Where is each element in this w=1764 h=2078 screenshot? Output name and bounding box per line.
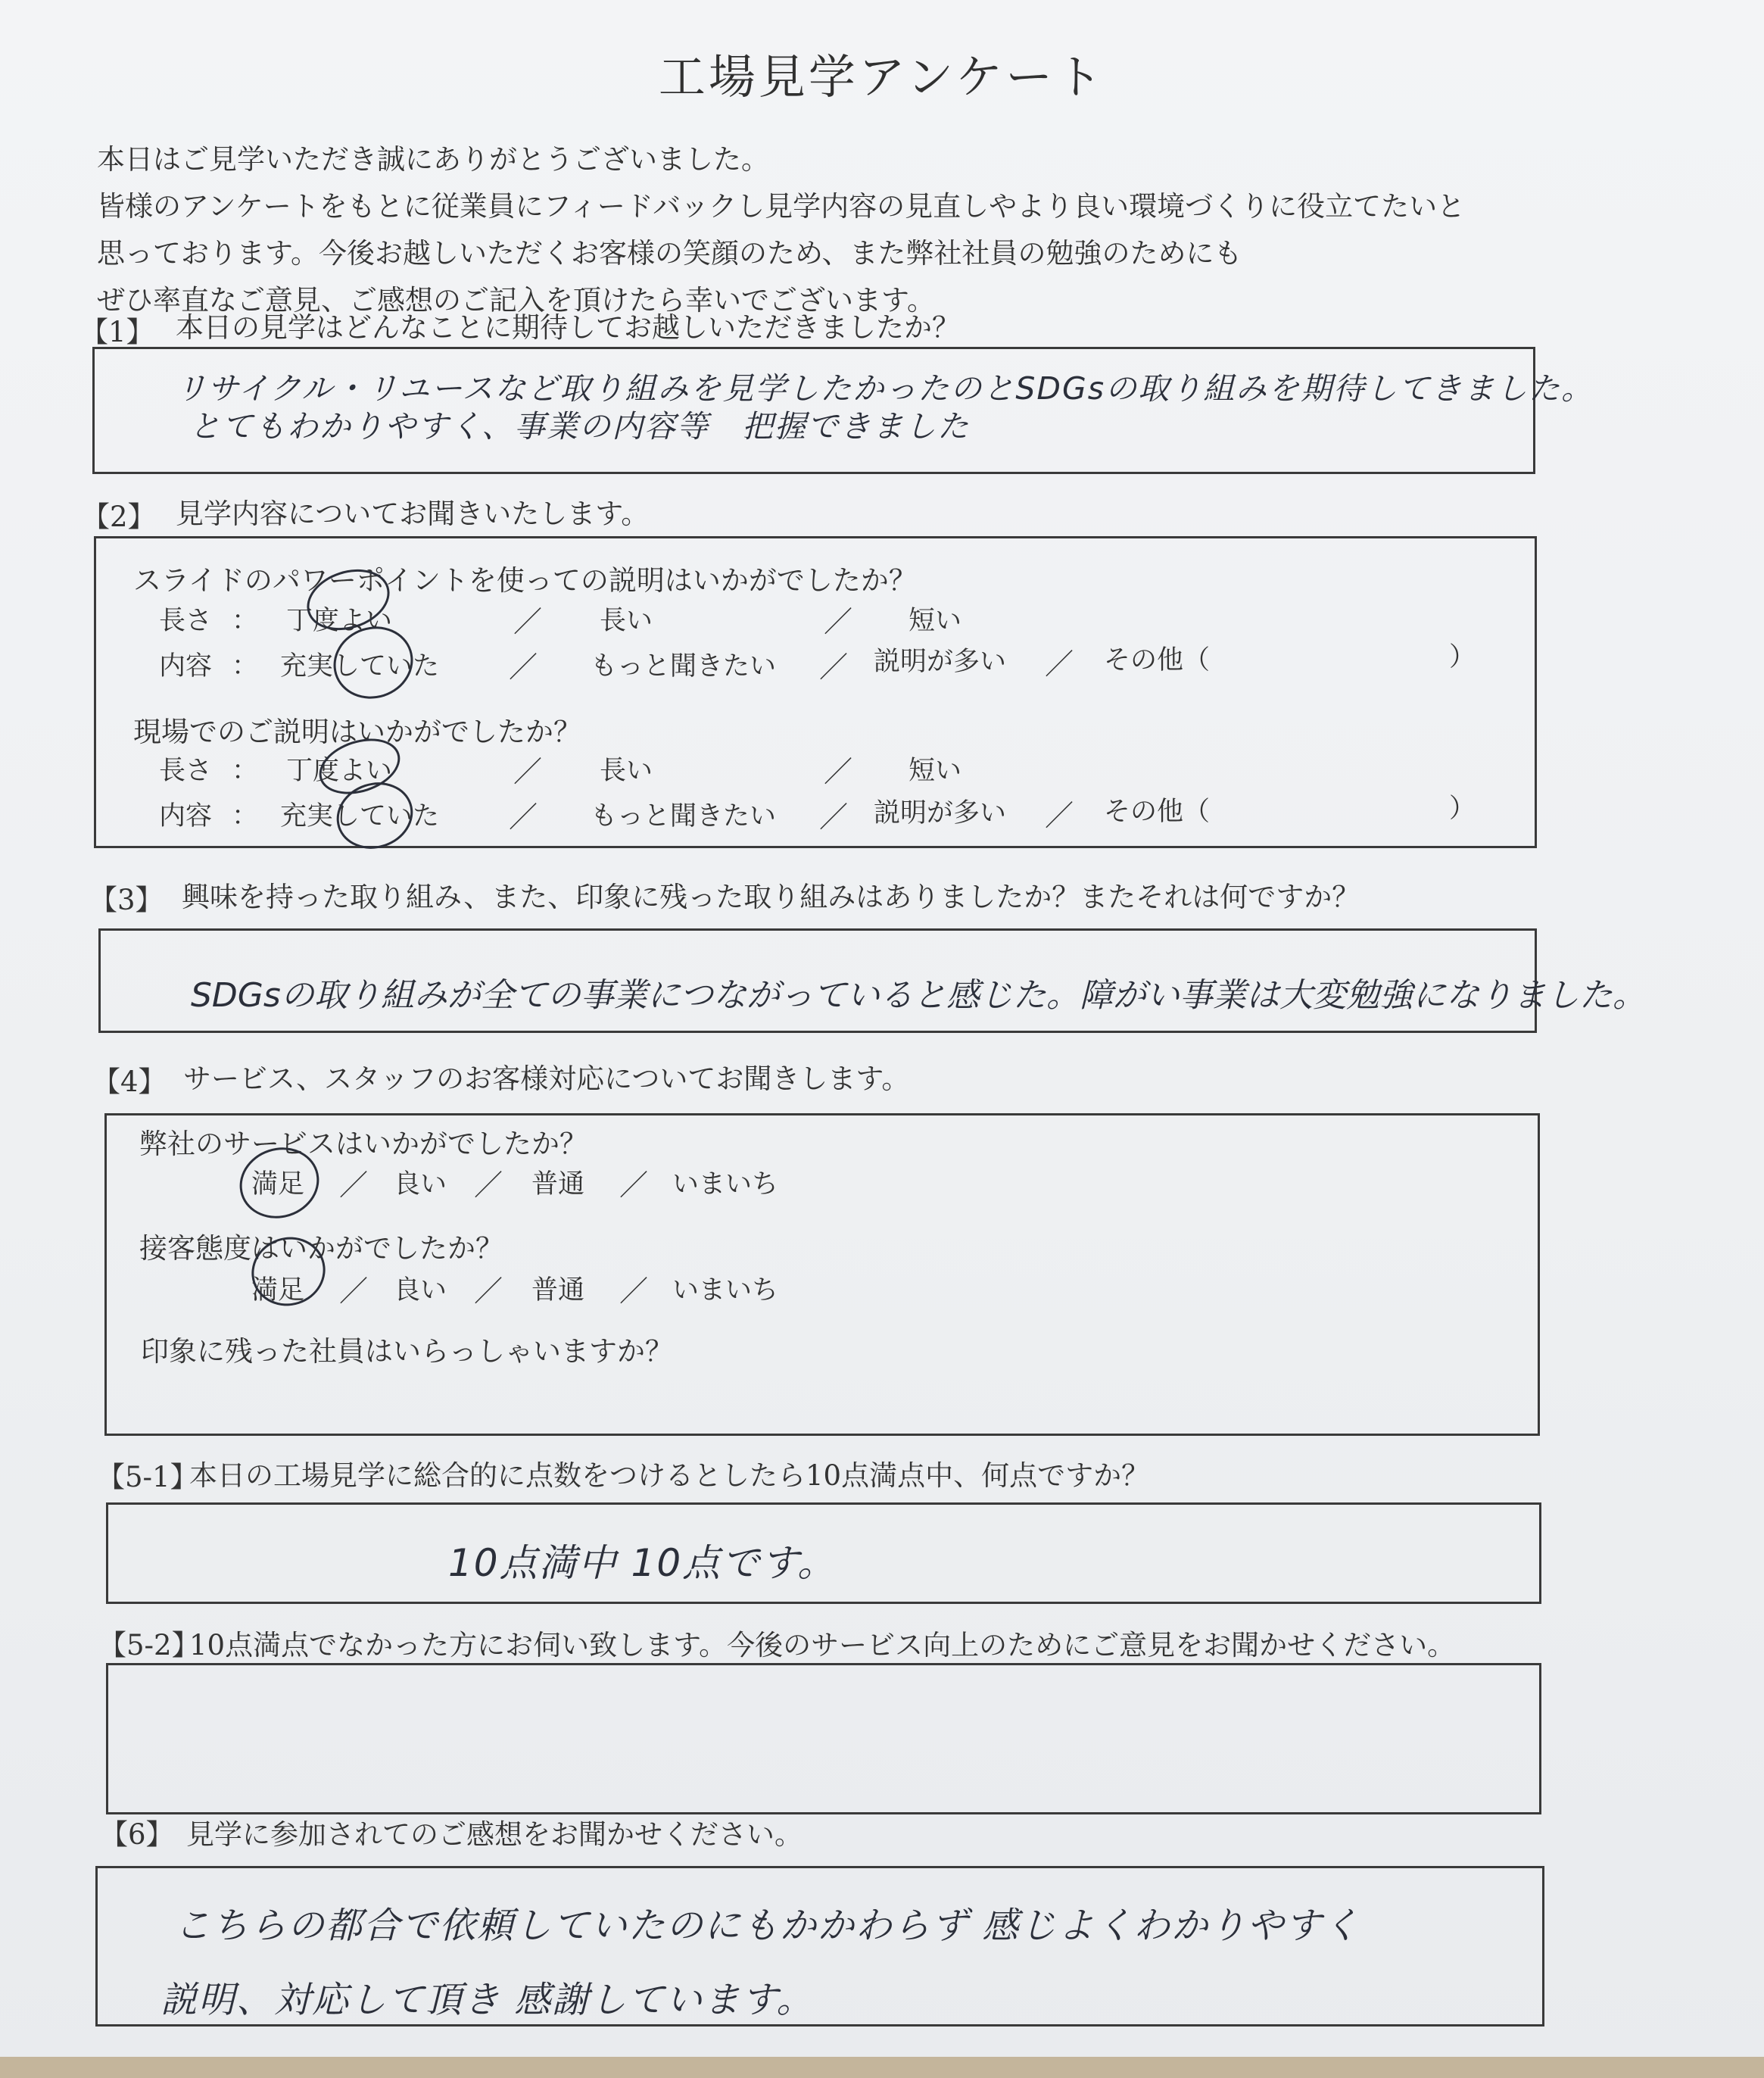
site-length-sep-2: ／ <box>824 755 853 788</box>
intro-line-1: 本日はご見学いただき誠にありがとうございました。 <box>97 143 769 176</box>
slide-length-sep-2: ／ <box>824 605 853 638</box>
slide-length-label: 長さ <box>159 606 213 636</box>
attitude-normal[interactable]: 普通 <box>531 1275 585 1306</box>
attitude-question: 接客態度はいかがでしたか？ <box>139 1232 503 1265</box>
attitude-good[interactable]: 良い <box>394 1275 447 1306</box>
attitude-sep-2: ／ <box>474 1275 503 1308</box>
q1-answer-line-2: とてもわかりやすく、事業の内容等 把握できました <box>189 408 971 445</box>
site-content-other[interactable]: その他（ <box>1104 797 1211 827</box>
q3-number: 【3】 <box>89 884 164 916</box>
site-content-sep-2: ／ <box>819 800 849 834</box>
q1-number: 【1】 <box>80 316 154 348</box>
staff-question: 印象に残った社員はいらっしゃいますか？ <box>141 1335 673 1368</box>
q4-question: サービス、スタッフのお客様対応についてお聞きします。 <box>183 1062 910 1095</box>
attitude-not-quite[interactable]: いまいち <box>672 1275 779 1306</box>
desk-surface <box>0 2057 1764 2078</box>
slide-length-just-right[interactable]: 丁度よい <box>286 606 393 636</box>
survey-title: 工場見学アンケート <box>658 49 1106 105</box>
q4-number: 【4】 <box>92 1066 167 1098</box>
site-length-sep-1: ／ <box>513 755 543 788</box>
slide-content-sep-2: ／ <box>819 651 849 684</box>
q3-question: 興味を持った取り組み、また、印象に残った取り組みはありましたか？またそれは何ですか？ <box>182 881 1360 913</box>
service-normal[interactable]: 普通 <box>531 1169 585 1200</box>
service-good[interactable]: 良い <box>394 1169 447 1200</box>
site-content-label: 内容 <box>159 801 213 832</box>
q5-2-answer-box[interactable] <box>106 1663 1541 1814</box>
q5-2-question: 10点満点でなかった方にお伺い致します。今後のサービス向上のためにご意見をお聞かせください。 <box>189 1629 1456 1661</box>
intro-line-3: 思っております。今後お越しいただくお客様の笑顔のため、また弊社社員の勉強のためにも <box>97 237 1242 270</box>
slide-content-sep-3: ／ <box>1045 647 1074 681</box>
slide-content-close-paren: ） <box>1449 642 1476 672</box>
service-satisfied[interactable]: 満足 <box>251 1169 305 1200</box>
q5-1-question: 本日の工場見学に総合的に点数をつけるとしたら10点満点中、何点ですか？ <box>189 1459 1150 1492</box>
q2-number: 【2】 <box>82 501 156 533</box>
slide-content-sep-1: ／ <box>509 651 538 684</box>
q1-question: 本日の見学はどんなことに期待してお越しいただきましたか？ <box>176 311 960 344</box>
q5-2-number: 【5-2】 <box>98 1629 200 1661</box>
site-content-close-paren: ） <box>1449 794 1476 824</box>
q5-1-number: 【5-1】 <box>97 1461 198 1493</box>
q6-answer-line-1: こちらの都合で依頼していたのにもかかわらず 感じよくわかりやすく <box>174 1905 1361 1947</box>
slide-content-too-much[interactable]: 説明が多い <box>874 647 1007 677</box>
q6-question: 見学に参加されてのご感想をお聞かせください。 <box>186 1818 803 1851</box>
q6-number: 【6】 <box>100 1818 174 1851</box>
site-length-colon: ： <box>232 756 259 786</box>
service-sep-3: ／ <box>619 1168 649 1202</box>
slide-content-colon: ： <box>232 651 259 682</box>
intro-line-2: 皆様のアンケートをもとに従業員にフィードバックし見学内容の見直しやより良い環境づくりに役立てたいと <box>97 190 1466 223</box>
slide-length-sep-1: ／ <box>513 605 543 638</box>
slide-question: スライドのパワーポイントを使っての説明はいかがでしたか？ <box>133 564 917 597</box>
site-content-sep-1: ／ <box>509 800 538 834</box>
site-content-fulfilling[interactable]: 充実していた <box>280 801 440 832</box>
site-content-want-more[interactable]: もっと聞きたい <box>591 801 777 832</box>
site-content-sep-3: ／ <box>1045 799 1074 832</box>
slide-length-colon: ： <box>232 606 259 636</box>
attitude-satisfied[interactable]: 満足 <box>251 1275 305 1306</box>
site-content-colon: ： <box>232 801 259 832</box>
site-length-just-right[interactable]: 丁度よい <box>286 756 393 786</box>
slide-content-label: 内容 <box>159 651 213 682</box>
q6-answer-line-2: 説明、対応して頂き 感謝しています。 <box>161 1979 815 2021</box>
attitude-sep-3: ／ <box>619 1275 649 1308</box>
slide-length-short[interactable]: 短い <box>908 606 962 636</box>
attitude-sep-1: ／ <box>339 1275 369 1308</box>
service-sep-1: ／ <box>339 1168 369 1202</box>
site-question: 現場でのご説明はいかがでしたか？ <box>133 716 581 748</box>
site-length-label: 長さ <box>159 756 213 786</box>
service-sep-2: ／ <box>474 1168 503 1202</box>
q2-question: 見学内容についてお聞きいたします。 <box>176 498 650 530</box>
slide-content-fulfilling[interactable]: 充実していた <box>280 651 440 682</box>
intro-line-4: ぜひ率直なご意見、ご感想のご記入を頂けたら幸いでございます。 <box>97 284 936 317</box>
slide-content-want-more[interactable]: もっと聞きたい <box>591 651 777 682</box>
service-not-quite[interactable]: いまいち <box>672 1169 779 1200</box>
site-content-too-much[interactable]: 説明が多い <box>874 798 1007 828</box>
q3-answer: SDGsの取り組みが全ての事業につながっていると感じた。障がい事業は大変勉強になりました。 <box>191 976 1646 1015</box>
intro-paragraph <box>97 136 1465 324</box>
slide-content-other[interactable]: その他（ <box>1104 645 1211 676</box>
q1-answer-line-1: リサイクル・リユースなど取り組みを見学したかったのとSDGsの取り組みを期待してきました。 <box>176 370 1594 407</box>
q5-1-answer: 10点満中 10点です。 <box>448 1541 837 1585</box>
service-question: 弊社のサービスはいかがでしたか？ <box>139 1128 587 1160</box>
site-length-short[interactable]: 短い <box>908 756 962 786</box>
site-length-long[interactable]: 長い <box>600 756 653 786</box>
slide-length-long[interactable]: 長い <box>600 606 653 636</box>
